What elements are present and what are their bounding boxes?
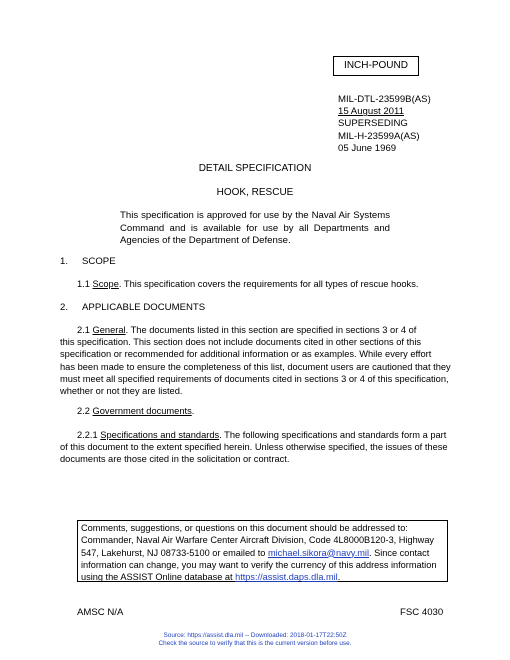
comments-line-5-end: . <box>337 572 341 583</box>
comments-line-3-text: 547, Lakehurst, NJ 08733-5100 or emailed to <box>81 547 268 558</box>
inch-pound-box: INCH-POUND <box>333 56 419 76</box>
comments-box <box>77 520 448 582</box>
paragraph-2-2-1-number: 2.2.1 <box>77 430 98 440</box>
paragraph-2-1-line-4: has been made to ensure the completeness of this list, document users are cautioned that they <box>60 361 451 372</box>
paragraph-2-1-title: General <box>92 325 126 335</box>
section-2-heading <box>60 302 205 313</box>
paragraph-2-2-1 <box>60 429 450 466</box>
paragraph-2-1-line-1 <box>60 324 450 336</box>
amsc-label: AMSC N/A <box>77 607 124 618</box>
paragraph-1-1-number: 1.1 <box>77 279 90 289</box>
assist-url-link[interactable]: https://assist.daps.dla.mil <box>235 572 338 583</box>
comments-line-3-end: . Since contact <box>369 547 430 558</box>
paragraph-1-1-text: . This specification covers the requirements for all types of rescue hooks. <box>118 279 419 289</box>
paragraph-2-2-1-title: Specifications and standards <box>100 430 220 440</box>
section-1-title: SCOPE <box>82 256 116 267</box>
comments-line-3 <box>81 547 447 559</box>
paragraph-2-1-line-6: whether or not they are listed. <box>60 386 183 397</box>
paragraph-2-2-1-text-1: . The following specifications and standards form a part <box>219 430 447 440</box>
paragraph-2-2-number: 2.2 <box>77 406 90 416</box>
source-download-line: Source: https://assist.dla.mil -- Downloaded: 2018-01-17T22:50Z <box>163 632 347 639</box>
paragraph-2-2-1-line-2: of this document to the extent specified herein. Unless otherwise specified, the issues of these <box>60 442 448 453</box>
paragraph-2-2-1-line-3: documents are those cited in the solicitation or contract. <box>60 454 290 465</box>
comments-line-1: Comments, suggestions, or questions on this document should be addressed to: <box>81 523 408 533</box>
comments-line-4: information can change, you may want to verify the currency of this address information <box>81 559 437 570</box>
source-verify-line: Check the source to verify that this is the current version before use. <box>158 640 352 647</box>
comments-line-5-text: using the ASSIST Online database at <box>81 572 236 583</box>
document-number: MIL-DTL-23599B(AS) <box>338 94 431 105</box>
paragraph-2-1-text-1: . The documents listed in this section are specified in sections 3 or 4 of <box>125 325 417 335</box>
document-date: 15 August 2011 <box>338 106 404 118</box>
paragraph-2-1 <box>60 324 450 397</box>
comments-line-5 <box>81 571 447 583</box>
approval-statement: This specification is approved for use by the Naval Air Systems Command and is available for use by all Departments and Agencies of the Department of Defense. <box>120 210 390 246</box>
email-link[interactable]: michael.sikora@navy.mil <box>267 547 369 558</box>
paragraph-1-1-title: Scope <box>92 279 119 289</box>
paragraph-2-1-number: 2.1 <box>77 325 90 335</box>
paragraph-2-2-1-line-1 <box>60 429 450 441</box>
superseding-label: SUPERSEDING <box>338 118 408 130</box>
superseded-document-number: MIL-H-23599A(AS) <box>338 130 420 142</box>
section-2-number: 2. <box>60 302 69 313</box>
document-identifier-block <box>338 94 431 155</box>
superseded-document-date: 05 June 1969 <box>338 142 397 154</box>
paragraph-1-1 <box>77 279 418 289</box>
fsc-label: FSC 4030 <box>400 607 444 618</box>
comments-line-2: Commander, Naval Air Warfare Center Aircraft Division, Code 4L8000B120-3, Highway <box>81 535 435 546</box>
section-1-heading <box>60 256 116 267</box>
specification-subject-title: HOOK, RESCUE <box>216 187 294 198</box>
section-2-title: APPLICABLE DOCUMENTS <box>82 302 206 313</box>
paragraph-2-2 <box>77 406 194 416</box>
paragraph-2-2-end: . <box>191 406 195 416</box>
section-1-number: 1. <box>60 256 69 267</box>
specification-type-title: DETAIL SPECIFICATION <box>198 163 312 174</box>
paragraph-2-1-line-5: must meet all specified requirements of documents cited in sections 3 or 4 of this specification, <box>60 373 449 384</box>
paragraph-2-2-title: Government documents <box>92 406 192 416</box>
paragraph-2-1-line-3: specification or recommended for additional information or as examples. While every effort <box>60 349 432 360</box>
paragraph-2-1-line-2: this specification. This section does not include documents cited in other sections of this <box>60 337 422 348</box>
